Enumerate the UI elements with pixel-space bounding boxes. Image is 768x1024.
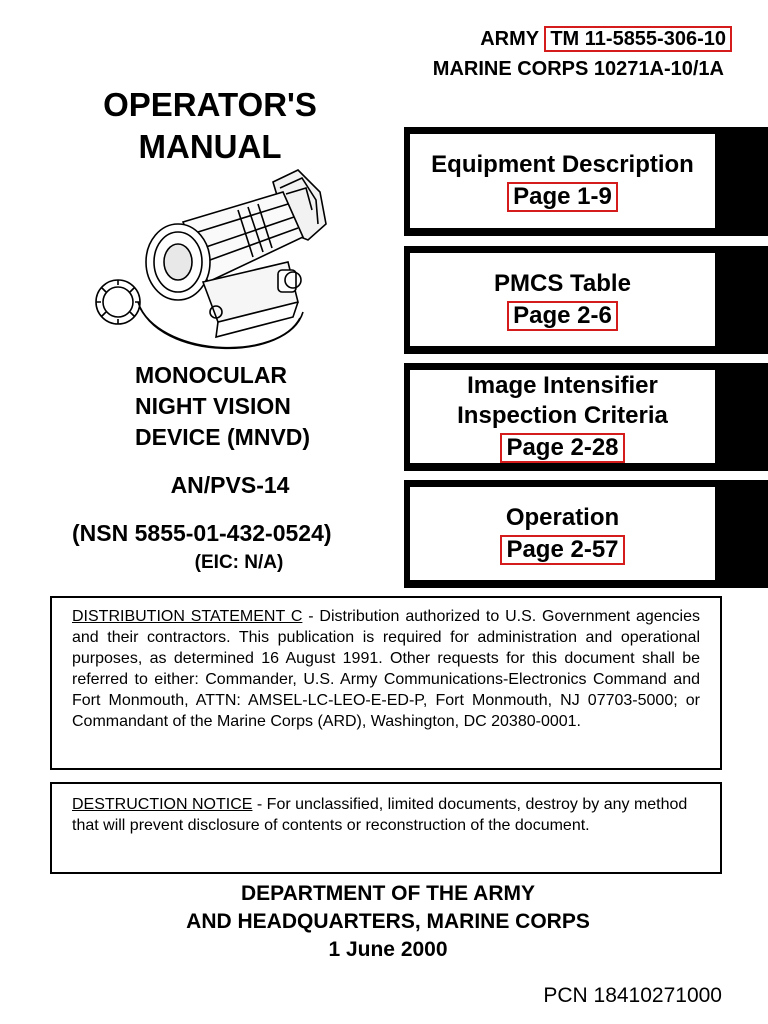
title-line-1: OPERATOR'S [103,86,317,123]
publication-date: 1 June 2000 [328,938,448,961]
tab-image-intensifier-page-link[interactable]: Page 2-28 [500,433,624,463]
tab-operation-page-link[interactable]: Page 2-57 [500,535,624,565]
tab-equipment-description-page-link[interactable]: Page 1-9 [507,182,618,212]
tab-image-intensifier-label-2: Inspection Criteria [457,401,668,429]
tab-image-intensifier-label-1: Image Intensifier [467,371,658,399]
tab-pmcs-table-page-link[interactable]: Page 2-6 [507,301,618,331]
night-vision-device-illustration [88,162,338,362]
distribution-statement-heading: DISTRIBUTION STATEMENT C [72,608,303,625]
pcn-number: PCN 18410271000 [543,984,722,1007]
manual-title [60,84,360,168]
department-line-2: AND HEADQUARTERS, MARINE CORPS [186,910,590,933]
device-model: AN/PVS-14 [170,472,290,498]
department-line-1: DEPARTMENT OF THE ARMY [241,882,535,905]
tab-operation [410,487,715,580]
tab-equipment-description-label: Equipment Description [431,151,694,178]
destruction-notice-box [50,782,722,874]
device-name [135,360,310,453]
device-name-line-2: NIGHT VISION [135,393,291,419]
army-tm-link[interactable]: TM 11-5855-306-10 [544,26,732,52]
distribution-statement-text: - Distribution authorized to U.S. Government agencies and their contractors. This publication is required for administration and operational purposes, as determined 16 August 1991. Other requests for this document shall be referred to either: Commander, U.S. Army Communications-Electronics Command and Fort Monmouth, ATTN: AMSEL-LC-LEO-E-ED-P, Fort Monmouth, NJ 07703-5000; or Commandant of the Marine Corps (ARD), Washington, DC 20380-0001. [72,608,701,730]
tab-operation-label: Operation [505,503,620,531]
device-name-line-1: MONOCULAR [135,362,288,388]
destruction-notice-text: - For unclassified, limited documents, destroy by any method that will prevent disclosure of contents or reconstruction of the document. [72,796,688,834]
eic-code: (EIC: N/A) [194,552,284,573]
tab-pmcs-table [410,253,715,346]
distribution-statement-box [50,596,722,770]
department-footer [0,880,768,964]
army-tm-number [480,28,732,51]
device-name-line-3: DEVICE (MNVD) [135,424,311,450]
nsn-number: (NSN 5855-01-432-0524) [72,520,332,546]
tab-equipment-description [410,134,715,228]
marine-corps-number: MARINE CORPS 10271A-10/1A [432,58,724,80]
tab-image-intensifier [410,370,715,463]
tab-pmcs-table-label: PMCS Table [494,269,631,297]
title-line-2: MANUAL [138,128,282,165]
destruction-notice-heading: DESTRUCTION NOTICE [72,796,253,813]
army-prefix: ARMY [480,28,539,50]
